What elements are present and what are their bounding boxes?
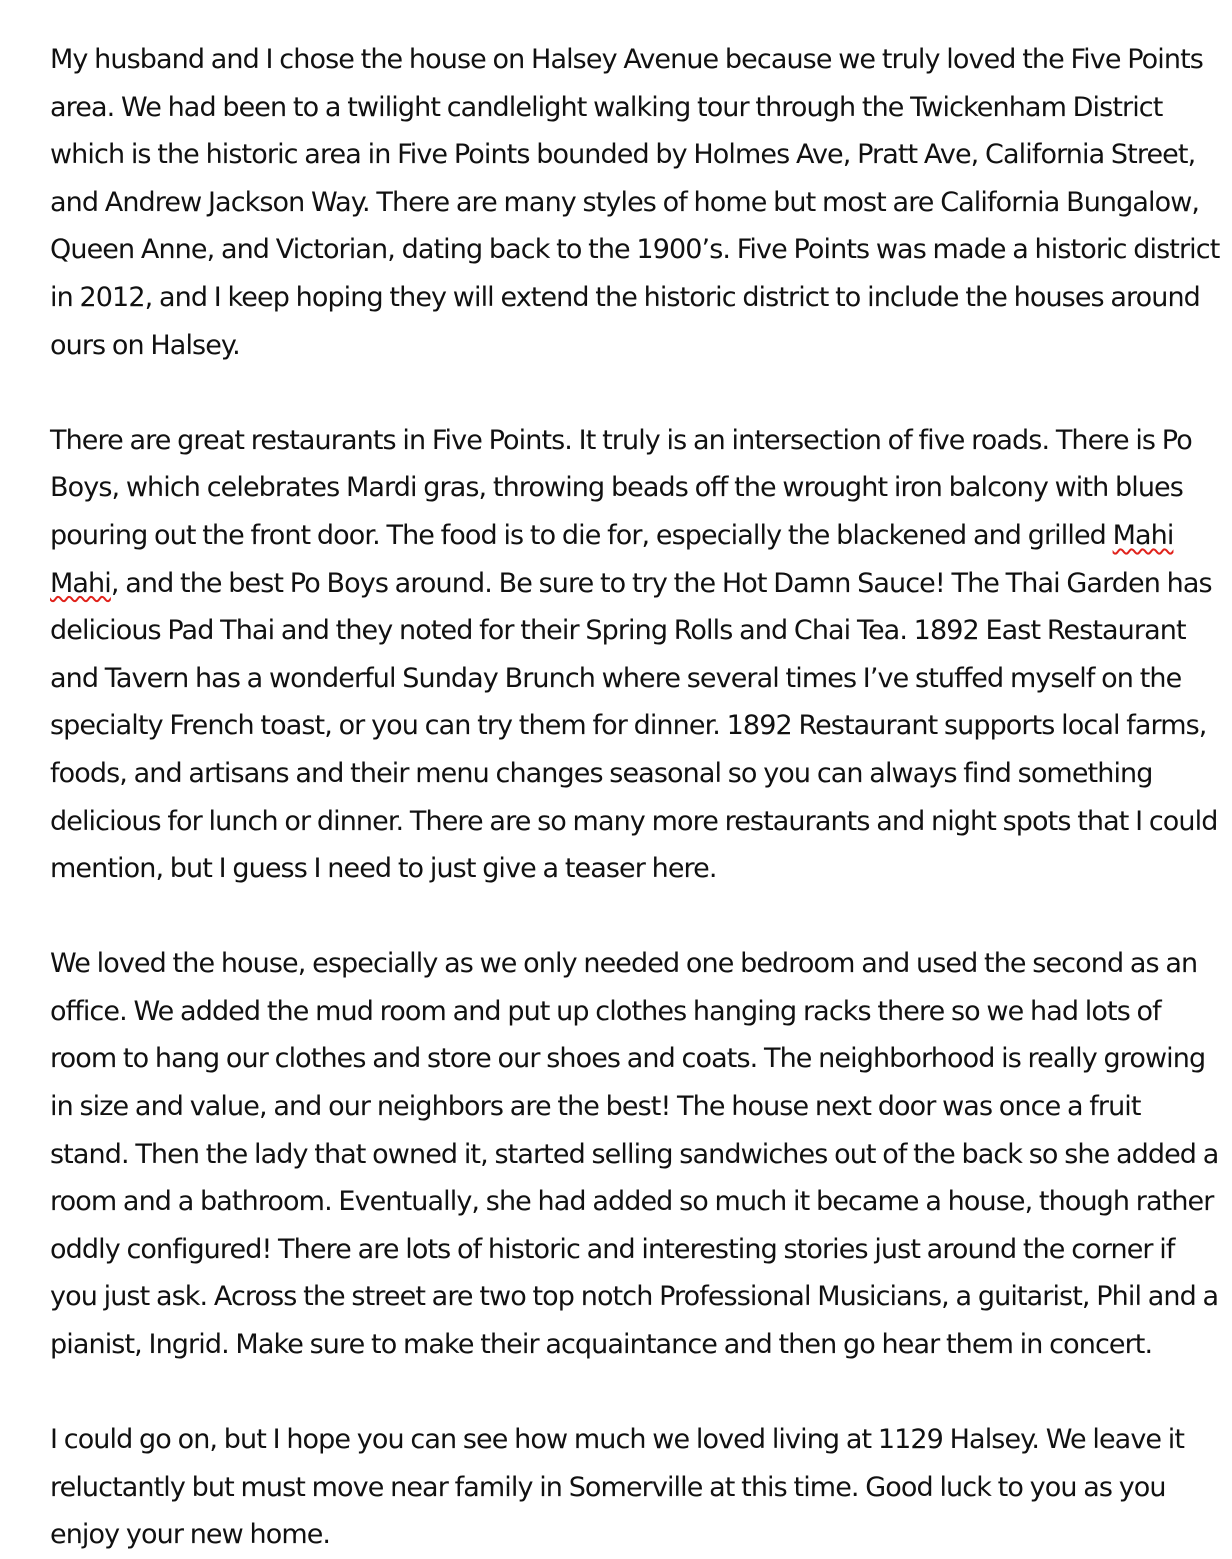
restaurants-text-start: There are great restaurants in Five Points. It truly is an intersection of five roads. There is Po Boys, which celebrates Mardi gras, throwing beads off the wrought iron balcony with blues pouring out the front door. The food is to die for, especially the blackened and grilled [50,424,1192,551]
paragraph-house-and-neighbors: We loved the house, especially as we only needed one bedroom and used the second as an office. We added the mud room and put up clothes hanging racks there so we had lots of room to hang our clothes and store our shoes and coats. The neighborhood is really growing in size and value, and our neighbors are the best! The house next door was once a fruit stand. Then the lady that owned it, started selling sandwiches out of the back so she added a room and a bathroom. Eventually, she had added so much it became a house, though rather oddly configured! There are lots of historic and interesting stories just around the corner if you just ask. Across the street are two top notch Professional Musicians, a guitarist, Phil and a pianist, Ingrid. Make sure to make their acquaintance and then go hear them in concert. [50,948,1219,1361]
restaurants-text-end: , and the best Po Boys around. Be sure to try the Hot Damn Sauce! The Thai Garden has delicious Pad Thai and they noted for their Spring Rolls and Chai Tea. 1892 East Restaurant and Tavern has a wonderful Sunday Brunch where several times I’ve stuffed myself on the specialty French toast, or you can try them for dinner. 1892 Restaurant supports local farms, foods, and artisans and their menu changes seasonal so you can always find something delicious for lunch or dinner. There are so many more restaurants and night spots that I could mention, but I guess I need to just give a teaser here. [50,567,1218,885]
paragraph-closing: I could go on, but I hope you can see how much we loved living at 1129 Halsey. We leave it reluctantly but must move near family in Somerville at this time. Good luck to you as you enjoy your new home. [50,1424,1185,1551]
paragraph-restaurants [50,417,1220,893]
paragraph-five-points-area: My husband and I chose the house on Halsey Avenue because we truly loved the Five Points area. We had been to a twilight candlelight walking tour through the Twickenham District which is the historic area in Five Points bounded by Holmes Ave, Pratt Ave, California Street, and Andrew Jackson Way. There are many styles of home but most are California Bungalow, Queen Anne, and Victorian, dating back to the 1900’s. Five Points was made a historic district in 2012, and I keep hoping they will extend the historic district to include the houses around ours on Halsey. [50,44,1220,361]
spellcheck-flagged-word[interactable]: Mahi Mahi [50,519,1174,599]
document-body [50,36,1220,1559]
